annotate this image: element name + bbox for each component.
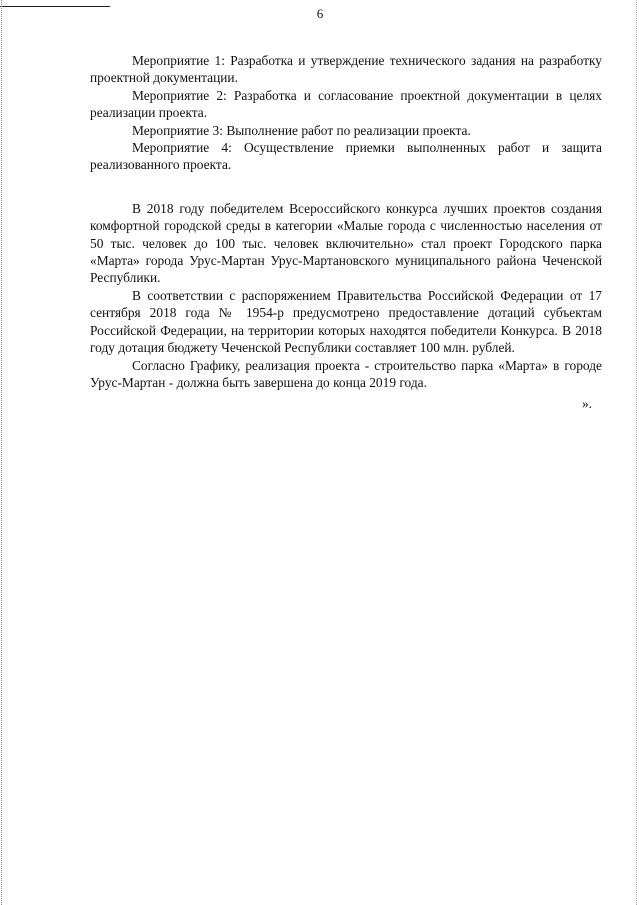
left-scan-edge [1,0,2,905]
paragraph-government-order: В соответствии с распоряжением Правительства Российской Федерации от 17 сентября 2018 года № 1954-р предусмотрено предоставление дотаций субъектам Российской Федерации, на территории которых находятся победители Конкурса. В 2018 году дотация бюджету Чеченской Республики составляет 100 млн. рублей. [90,287,602,356]
measure-3: Мероприятие 3: Выполнение работ по реализации проекта. [132,122,471,138]
paragraph-schedule: Согласно Графику, реализация проекта - строительство парка «Марта» в городе Урус-Мартан - должна быть завершена до конца 2019 года. [90,357,602,390]
paragraph-gap [90,174,602,200]
measure-2: Мероприятие 2: Разработка и согласование проектной документации в целях реализации проекта. [90,87,602,121]
right-scan-edge [636,0,637,905]
closing-quote-mark: ». [581,396,592,412]
paragraph-contest-winner: В 2018 году победителем Всероссийского конкурса лучших проектов создания комфортной городской среды в категории «Малые города с численностью населения от 50 тыс. человек до 100 тыс. человек включительно» стал проект Городского парка «Марта» города Урус-Мартан Урус-Мартановского муниципального района Чеченской Республики. [90,200,602,286]
measure-1: Мероприятие 1: Разработка и утверждение технического задания на разработку проектной документации. [90,53,602,86]
document-body [90,52,602,413]
page-number: 6 [316,6,324,21]
measure-4: Мероприятие 4: Осуществление приемки выполненных работ и защита реализованного проекта. [90,140,602,173]
